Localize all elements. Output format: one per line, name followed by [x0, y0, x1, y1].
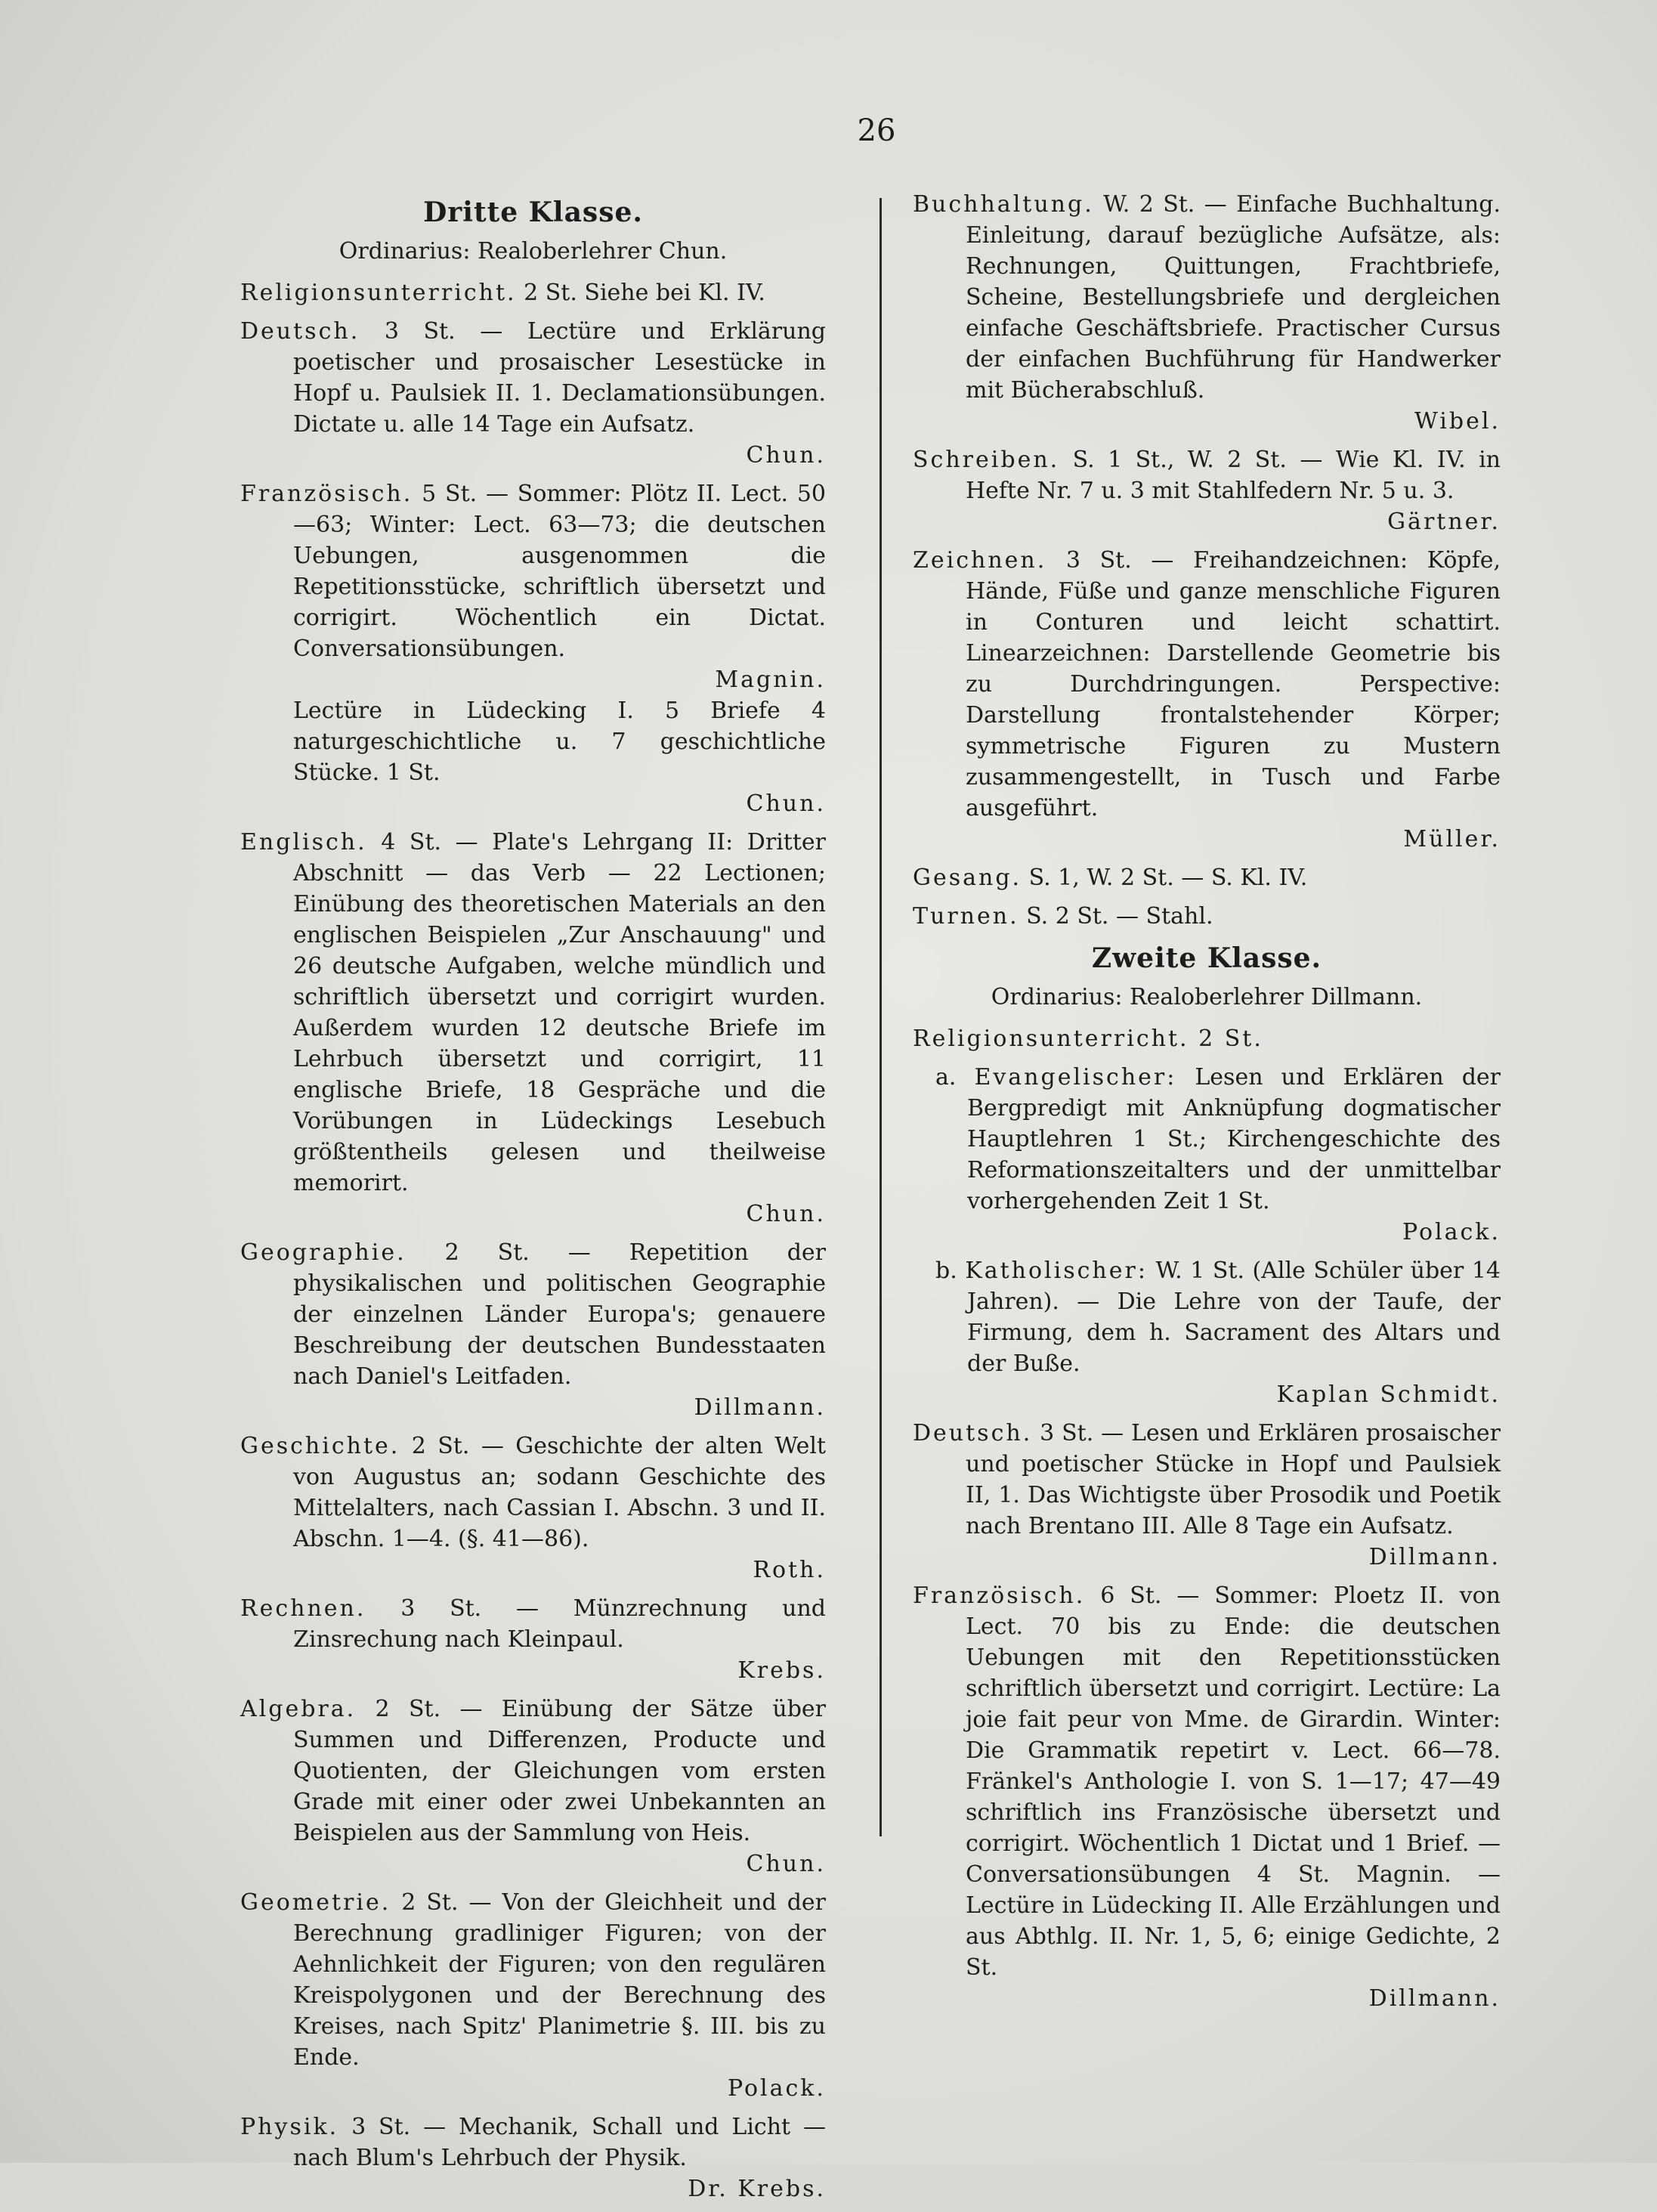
column-divider — [880, 198, 882, 1836]
entry-text: 2 St. Siehe bei Kl. IV. — [516, 280, 765, 306]
entry-text: S. 1 St., W. 2 St. — Wie Kl. IV. in Hefte Nr. 7 u. 3 mit Stahlfedern Nr. 5 u. 3. — [966, 447, 1501, 504]
entry-text: 3 St. — Lesen und Erklären prosaischer und poetischer Stücke in Hopf und Paulsiek II, 1. Das Wichtigste über Prosodik und Poetik nach Brentano III. Alle 8 Tage ein Aufsatz. — [966, 1420, 1501, 1539]
teacher-signature: Roth. — [753, 1557, 826, 1583]
entry-subject: Französisch. — [913, 1582, 1086, 1609]
entry-text: 3 St. — Mechanik, Schall und Licht — nach Blum's Lehrbuch der Physik. — [293, 2114, 826, 2171]
entry-text: 3 St. — Lectüre und Erklärung poetischer und prosaischer Lesestücke in Hopf u. Paulsiek II. 1. Declamationsübungen. Dictate u. alle 14 Tage ein Aufsatz. — [293, 318, 826, 438]
entry-religion-katholisch — [913, 1255, 1501, 1410]
left-column — [240, 189, 826, 2212]
entry-text: S. 1, W. 2 St. — S. Kl. IV. — [1022, 865, 1308, 891]
page-number: 26 — [857, 113, 896, 148]
entry-text: W. 2 St. — Einfache Buchhaltung. Einleitung, darauf bezügliche Aufsätze, als: Rechnungen, Quittungen, Frachtbriefe, Scheine, Bestellungsbriefe und dergleichen einfache Geschäftsbriefe. Practischer Cursus der einfachen Buchführung für Handwerker mit Bücherabschluß. — [966, 191, 1501, 404]
entry-religion — [240, 277, 826, 308]
teacher-signature: Krebs. — [737, 1657, 826, 1684]
entry-text: 6 St. — Sommer: Ploetz II. von Lect. 70 bis zu Ende: die deutschen Uebungen mit den Repetitionsstücken schriftlich übersetzt und corrigirt. Lectüre: La joie fait peur von Mme. de Girardin. Winter: Die Grammatik repetirt v. Lect. 66—78. Fränkel's Anthologie I. von S. 1—17; 47—49 schriftlich ins Französische übersetzt und corrigirt. Wöchentlich 1 Dictat und 1 Brief. — Conversationsübungen 4 St. Magnin. — Lectüre in Lüdecking II. Alle Erzählungen und aus Abthlg. II. Nr. 1, 5, 6; einige Gedichte, 2 St. — [966, 1582, 1501, 1981]
entry-subject: Geschichte. — [240, 1433, 400, 1459]
entry-religion-evangelisch — [913, 1062, 1501, 1248]
entry-subject: Physik. — [240, 2114, 339, 2140]
entry-text: 4 St. — Plate's Lehrgang II: Dritter Abschnitt — das Verb — 22 Lectionen; Einübung des theoretischen Materials an den englischen Beispielen „Zur Anschauung" und 26 deutsche Aufgaben, welche mündlich und schriftlich übersetzt und corrigirt wurden. Außerdem wurden 12 deutsche Briefe im Lehrbuch übersetzt und corrigirt, 11 englische Briefe, 18 Gespräche und die Vorübungen in Lüdeckings Lesebuch größtentheils gelesen und theilweise memorirt. — [293, 829, 826, 1196]
teacher-signature: Dr. Krebs. — [688, 2176, 826, 2202]
entry-franzoesisch-zweite — [913, 1580, 1501, 2014]
entry-text: S. 2 St. — Stahl. — [1019, 903, 1213, 930]
teacher-signature: Chun. — [746, 442, 826, 469]
entry-geometrie — [240, 1887, 826, 2104]
entry-subject: Geographie. — [240, 1239, 407, 1266]
ordinarius-line: Ordinarius: Realoberlehrer Chun. — [339, 238, 728, 265]
teacher-signature: Magnin. — [715, 667, 826, 693]
teacher-signature: Gärtner. — [1387, 509, 1501, 535]
teacher-signature: Dillmann. — [694, 1394, 826, 1421]
entry-subject: Religionsunterricht. 2 St. — [913, 1026, 1263, 1052]
entry-text: 2 St. — Repetition der physikalischen und politischen Geographie der einzelnen Länder Europa's; genauere Beschreibung der deutschen Bundesstaaten nach Daniel's Leitfaden. — [293, 1239, 826, 1390]
entry-subject: Algebra. — [240, 1696, 357, 1722]
entry-subject: Religionsunterricht. — [240, 280, 517, 306]
teacher-signature: Chun. — [746, 790, 826, 817]
entry-geographie — [240, 1237, 826, 1423]
right-column — [913, 189, 1501, 2022]
entry-deutsch-zweite — [913, 1418, 1501, 1573]
entry-subject: Englisch. — [240, 829, 367, 855]
entry-subject: Zeichnen. — [913, 547, 1047, 574]
teacher-signature: Dillmann. — [1368, 1544, 1501, 1570]
entry-subject: Geometrie. — [240, 1889, 391, 1916]
entry-text: Lesen und Erklären der Bergpredigt mit Anknüpfung dogmatischer Hauptlehren 1 St.; Kirchengeschichte des Reformationszeitalters und der unmittelbar vorhergehenden Zeit 1 St. — [967, 1064, 1501, 1214]
entry-text: 2 St. — Einübung der Sätze über Summen und Differenzen, Producte und Quotienten, der Gleichungen vom ersten Grade mit einer oder zwei Unbekannten an Beispielen aus der Sammlung von Heis. — [293, 1696, 826, 1846]
entry-religion-header — [913, 1023, 1501, 1054]
teacher-signature: Kaplan Schmidt. — [1276, 1381, 1501, 1408]
ordinarius-line: Ordinarius: Realoberlehrer Dillmann. — [991, 984, 1423, 1010]
teacher-signature: Chun. — [746, 1851, 826, 1877]
entry-continuation: Lectüre in Lüdecking I. 5 Briefe 4 naturgeschichtliche u. 7 geschichtliche Stücke. 1 St. — [293, 698, 826, 786]
entry-englisch — [240, 827, 826, 1230]
entry-subject: Deutsch. — [913, 1420, 1033, 1446]
entry-subject: Französisch. — [240, 481, 413, 507]
entry-rechnen — [240, 1593, 826, 1686]
entry-franzoesisch — [240, 478, 826, 819]
entry-schreiben — [913, 444, 1501, 537]
entry-subject: Turnen. — [913, 903, 1019, 930]
entry-text: 3 St. — Münzrechnung und Zinsrechung nach Kleinpaul. — [293, 1595, 826, 1653]
entry-subject: Katholischer: — [965, 1258, 1148, 1284]
entry-subject: Rechnen. — [240, 1595, 366, 1622]
teacher-signature: Polack. — [727, 2075, 826, 2102]
entry-text: 2 St. — Geschichte der alten Welt von Augustus an; sodann Geschichte des Mittelalters, nach Cassian I. Abschn. 3 und II. Abschn. 1—4. (§. 41—86). — [293, 1433, 826, 1552]
entry-subject: Deutsch. — [240, 318, 360, 345]
section-heading-dritte-klasse: Dritte Klasse. — [423, 196, 643, 228]
entry-physik — [240, 2111, 826, 2204]
entry-subject: Buchhaltung. — [913, 191, 1094, 218]
entry-subject: Evangelischer: — [974, 1064, 1177, 1091]
teacher-signature: Polack. — [1402, 1219, 1501, 1245]
entry-deutsch — [240, 316, 826, 471]
teacher-signature: Dillmann. — [1368, 1985, 1501, 2012]
entry-text: 2 St. — Von der Gleichheit und der Berechnung gradliniger Figuren; von der Aehnlichkeit der Figuren; von den regulären Kreispolygonen und der Berechnung des Kreises, nach Spitz' Planimetrie §. III. bis zu Ende. — [293, 1889, 826, 2071]
entry-buchhaltung — [913, 189, 1501, 437]
entry-text: W. 1 St. (Alle Schüler über 14 Jahren). — Die Lehre von der Taufe, der Firmung, dem h. Sacrament des Altars und der Buße. — [967, 1258, 1501, 1377]
teacher-signature: Wibel. — [1414, 408, 1501, 435]
entry-algebra — [240, 1694, 826, 1879]
teacher-signature: Müller. — [1403, 826, 1501, 852]
entry-text: 5 St. — Sommer: Plötz II. Lect. 50—63; Winter: Lect. 63—73; die deutschen Uebungen, ausgenommen die Repetitionsstücke, schriftlich übersetzt und corrigirt. Wöchentlich ein Dictat. Conversationsübungen. — [293, 481, 826, 662]
entry-zeichnen — [913, 545, 1501, 855]
section-heading-zweite-klasse: Zweite Klasse. — [1091, 942, 1322, 974]
entry-subject: Gesang. — [913, 865, 1022, 891]
teacher-signature: Chun. — [746, 1201, 826, 1227]
entry-label: b. — [935, 1258, 957, 1284]
entry-turnen — [913, 901, 1501, 932]
entry-label: a. — [935, 1064, 957, 1091]
entry-subject: Schreiben. — [913, 447, 1060, 473]
entry-geschichte — [240, 1431, 826, 1586]
entry-text: 3 St. — Freihandzeichnen: Köpfe, Hände, Füße und ganze menschliche Figuren in Conturen und leicht schattirt. Linearzeichnen: Darstellende Geometrie bis zu Durchdringungen. Perspective: Darstellung frontalstehender Körper; symmetrische Figuren zu Mustern zusammengestellt, in Tusch und Farbe ausgeführt. — [966, 547, 1501, 821]
entry-gesang — [913, 862, 1501, 893]
